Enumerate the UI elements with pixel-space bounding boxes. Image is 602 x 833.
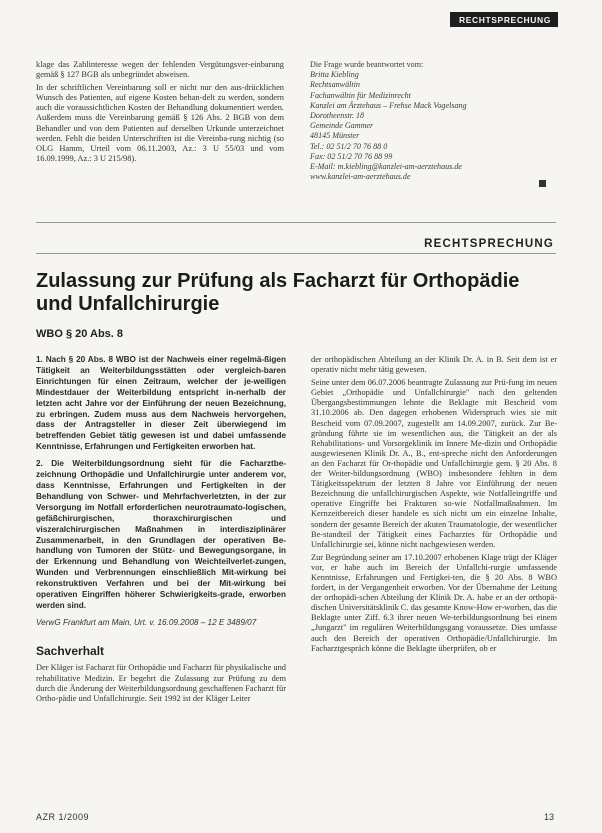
contact-intro: Die Frage wurde beantwortet vom: [310,60,424,69]
headnotes [36,355,286,612]
top-left-column [36,60,284,167]
contact-email-link[interactable]: E-Mail: m.kiebling@kanzlei-am-aerztehaus.de [310,162,462,172]
contact-fax: Fax: 02 51/2 70 76 88 99 [310,151,393,161]
headnote-2: 2. Die Weiterbildungsordnung sieht für die Facharztbe-zeichnung Orthopädie und Unfallchirurgie unter anderem vor, dass Kenntnisse, Erfahrungen und Fertigkeiten in der Behandlung von Schwer- und Mehrfachverletzten, in der zur Versorgung im Notfall erforderlichen neurotraumato-logischen, gefäßchirurgischen, thoraxchirurgischen und viszeralchirurgischen Maßnahmen in interdisziplinärer Zusammenarbeit, in den Grundlagen der operativen Be-handlung von Tumoren der Stütz- und Bewegungsorgane, in der Erkennung und Behandlung von Weichteilverlet-zungen, Wunden und Verbrennungen einschließlich Mit-wirkung bei rekonstruktiven Verfahren und bei der Mit-wirkung bei operativen Eingriffen höherer Schwierigkeits-grade, erworben werden sind. [36,459,286,610]
article-subtitle: WBO § 20 Abs. 8 [36,328,124,340]
citation: VerwG Frankfurt am Main, Urt. v. 16.09.2008 – 12 E 3489/07 [36,617,257,627]
sachverhalt-text: Der Kläger ist Facharzt für Orthopädie und Facharzt für physikalische und rehabilitative Medizin. Er begehrt die Zulassung zur Prüfung zu dem durch die Änderung der Weiterbildungsordnung geschaffenen Facharzt für Ortho-pädie und Unfallchirurgie. Seit 1992 ist der Kläger Leiter [36,663,286,703]
section-divider [36,253,556,254]
body-paragraph: Zur Begründung seiner am 17.10.2007 erhobenen Klage trägt der Kläger vor, er habe auch im Bereich der Unfallchi-rurgie umfassende Kenntnisse, Erfahrungen und Fertigkei-ten, die § 20 Abs. 8 WBO fordert, in der Vergangenheit erworben. Vor der Übernahme der Leitung der orthopädi-schen Abteilung der Klinik Dr. A. habe er an der orthopä-dischen Universitätsklinik C. das gesamte Know-How er-worben, das die Beklagte unter Ziff. 6.3 ihrer neuen We-terbildungsordnung bei einem „Jungarzt" im regulären Weiterbildungsgang voraussetze. Dies umfasse auch den Bereich der operativen Orthopädie/Unfallchirurgie. Im Facharztgespräch könne die Beklagte überprüfen, ob er [311,552,557,653]
top-left-paragraph: klage das Zahlinteresse wegen der fehlenden Vergütungsver-einbarung gemäß § 127 BGB als unbegründet abweisen. [36,60,284,80]
contact-line: Fachanwältin für Medizinrecht [310,90,411,100]
contact-phone: Tel.: 02 51/2 70 76 88 0 [310,141,388,151]
contact-name: Britta Kiebling [310,70,359,80]
body-paragraph: Seine unter dem 06.07.2006 beantragte Zulassung zur Prü-fung im neuen Gebiet „Orthopädie und Unfallchirurgie" nach den geltenden Übergangsbestimmungen lehnte die Beklagte mit Bescheid vom 31.10.2006 ab. Den dagegen erhobenen Widerspruch wies sie mit Bescheid vom 07.09.2007, zugestellt am 14.09.2007, zurück. Zur Be-gründung führte sie im wesentlichen aus, die Tätigkeit an der als Rehabilitations- und Vorsorgeklinik im Innere Me-dizin und Orthopädie ausgewiesenen Klinik Dr. A., B., ent-spreche nicht den Anforderungen an den Facharzt für Or-thopädie und Unfallchirurgie gem. § 20 Abs. 8 der Weiter-bildungsordnung (WBO) insbesondere fehlten in dem Tätigkeitsspektrum der letzten 8 Jahre vor Einführung der neuen Bezeichnung die unfallchirurgischen Aspekte, wie Notfalleingriffe und operative Eingriffe bei Frakturen so-wie Notfallmaßnahmen. Im Kernzeitbereich dieser handele es sich nicht um ein einzelne Inhalte, sondern der gesamte Bereich der akuten Traumatologie, der wesentlicher Be-standteil der Tätigkeit eines Facharztes für Orthopädie und Unfallchirurgie sei, könne nicht nachgewiesen werden. [311,378,557,549]
contact-website-link[interactable]: www.kanzlei-am-aerztehaus.de [310,172,411,182]
headnote-1: 1. Nach § 20 Abs. 8 WBO ist der Nachweis einer regelmä-ßigen Tätigkeit an Weiterbildungsstätten oder vergleich-baren Einrichtungen für einen Zeitraum, welcher der je-weiligen Mindestdauer der Weiterbildung entspricht in-nerhalb der letzten acht Jahre vor der Einführung der neuen Bezeichnung, zu erbringen. Zudem muss aus dem Nachweis hervorgehen, dass der Antragsteller in dieser Zeit überwiegend im betreffenden Gebiet tätig gewesen ist und dabei umfassende Kenntnisse, Erfahrungen und Fertigkeiten erworben hat. [36,355,286,452]
contact-line: 48145 Münster [310,131,360,141]
left-column [36,355,286,704]
contact-line: Dorotheenstr. 18 [310,111,365,121]
page-number: 13 [543,812,554,822]
section-label: RECHTSPRECHUNG [424,238,554,250]
sachverhalt-heading: Sachverhalt [36,644,105,659]
contact-line: Kanzlei am Ärztehaus – Frehse Mack Vogelsang [310,100,467,110]
end-square-icon [539,180,546,187]
contact-line: Gemeinde Gammer [310,121,374,131]
contact-block [310,60,554,182]
article-title: Zulassung zur Prüfung als Facharzt für Orthopädie und Unfallchirurgie [36,270,520,315]
body-paragraph: der orthopädischen Abteilung an der Klinik Dr. A. in B. Seit dem ist er operativ nicht mehr tätig gewesen. [311,355,557,375]
journal-issue: AZR 1/2009 [36,812,90,822]
section-divider [36,222,556,223]
right-column [311,355,557,657]
top-left-paragraph: In der schriftlichen Vereinbarung soll er nicht nur den aus-drücklichen Wunsch des Patienten, auf eigene Kosten behan-delt zu werden, sondern auch die voraussichtlichen Kosten der Behandlung dokumentiert werden. Außerdem muss die Vereinbarung gemäß § 126 Abs. 2 BGB von dem Behandler und von dem Patienten auf derselben Urkunde unterzeichnet werden. Fehlt die beiden Unterschriften ist die Vereinba-rung nichtig (so OLG Hamm, Urteil vom 06.11.2003, Az.: 3 U 55/03 und vom 16.09.1999, Az.: 3 U 215/98). [36,83,284,163]
running-head: RECHTSPRECHUNG [450,12,558,27]
contact-line: Rechtsanwältin [310,80,360,90]
